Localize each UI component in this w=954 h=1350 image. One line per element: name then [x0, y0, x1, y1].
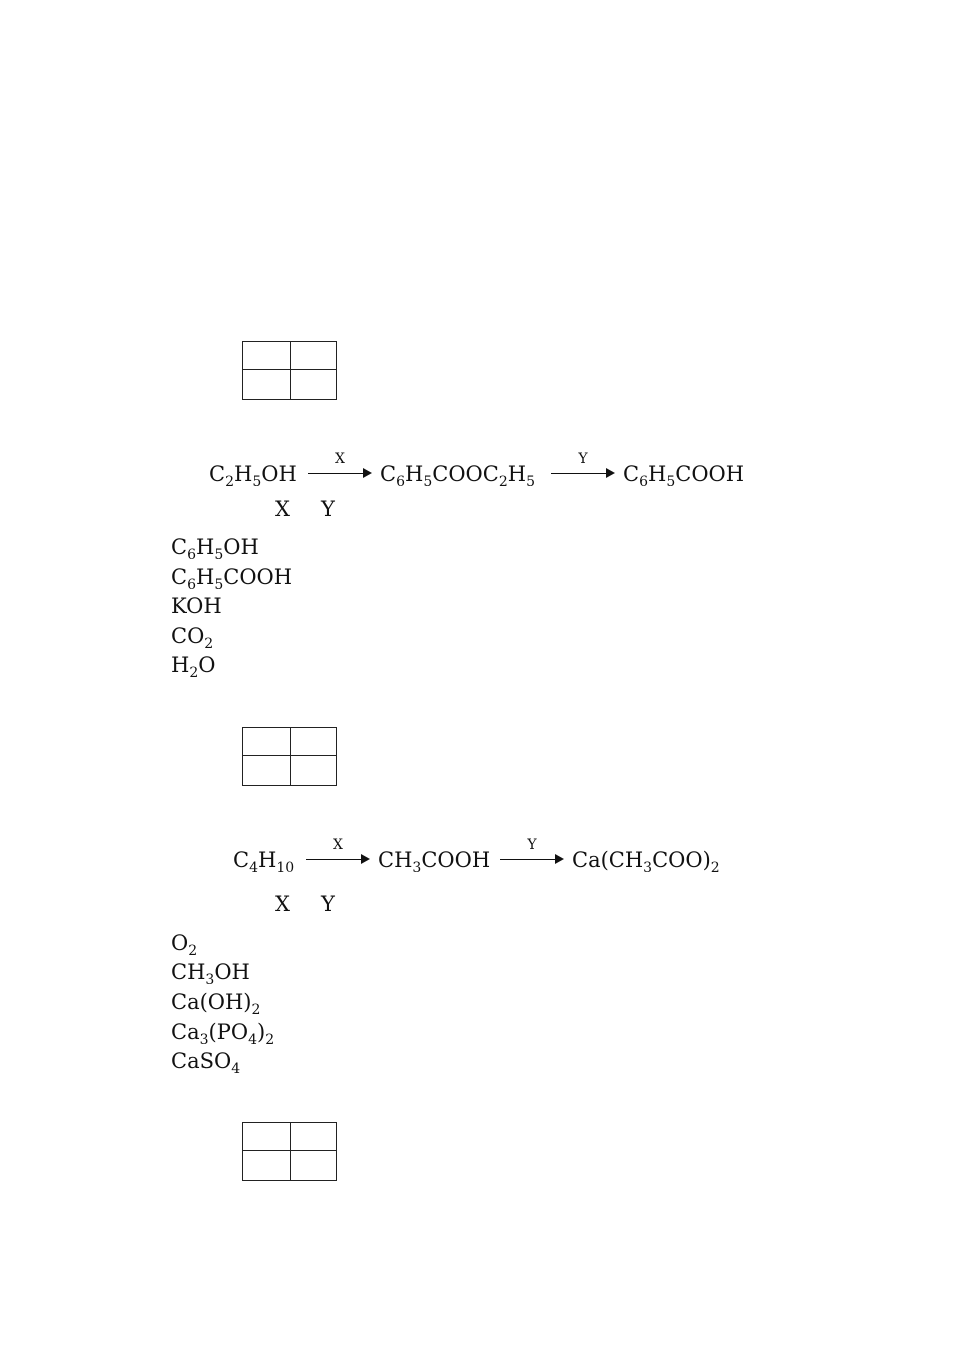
arrow-head-icon [361, 854, 370, 864]
q2-end-compound: $Ca(CH_3COO)_2$ [572, 848, 720, 876]
grid-divider [290, 728, 291, 785]
q2-arrow-1 [306, 838, 370, 868]
q1-arrow-1-label: X [335, 451, 345, 467]
q2-arrow-2-label: Y [527, 837, 537, 853]
arrow-head-icon [606, 468, 615, 478]
grid-divider [243, 369, 336, 370]
q2-option: CaSO$_4$ [171, 1049, 241, 1077]
q2-middle-compound: $CH_3COOH$ [378, 848, 491, 876]
q2-arrow-1-label: X [333, 837, 343, 853]
q1-arrow-1 [308, 452, 372, 482]
q2-x-label: X [275, 892, 290, 916]
q2-option: $CH_3OH$ [171, 960, 250, 988]
answer-grid-2 [242, 727, 337, 786]
q1-option: $H_2O$ [171, 653, 216, 681]
q1-option: $C_6H_5COOH$ [171, 565, 293, 593]
q1-middle-compound: $C_6H_5COOC_2H_5$ [380, 462, 535, 490]
q2-option: $O_2$ [171, 931, 198, 959]
q2-y-label: Y [321, 892, 335, 916]
q1-arrow-2 [551, 452, 615, 482]
q2-option: $Ca(OH)_2$ [171, 990, 261, 1018]
q1-option: KOH [171, 594, 222, 618]
q1-y-label: Y [321, 497, 335, 521]
q1-x-label: X [275, 497, 290, 521]
q2-option: $Ca_3(PO_4)_2$ [171, 1020, 275, 1048]
answer-grid-1 [242, 341, 337, 400]
grid-divider [290, 1123, 291, 1180]
q1-end-compound: $C_6H_5COOH$ [623, 462, 745, 490]
q1-option: $CO_2$ [171, 624, 214, 652]
grid-divider [243, 1150, 336, 1151]
arrow-head-icon [555, 854, 564, 864]
arrow-head-icon [363, 468, 372, 478]
q2-arrow-2 [500, 838, 564, 868]
grid-divider [243, 755, 336, 756]
q2-start-compound: $C_4H_{10}$ [233, 848, 295, 876]
grid-divider [290, 342, 291, 399]
answer-grid-3 [242, 1122, 337, 1181]
q1-option: $C_6H_5OH$ [171, 535, 259, 563]
q1-arrow-2-label: Y [578, 451, 588, 467]
q1-start-compound: $C_2H_5OH$ [209, 462, 297, 490]
